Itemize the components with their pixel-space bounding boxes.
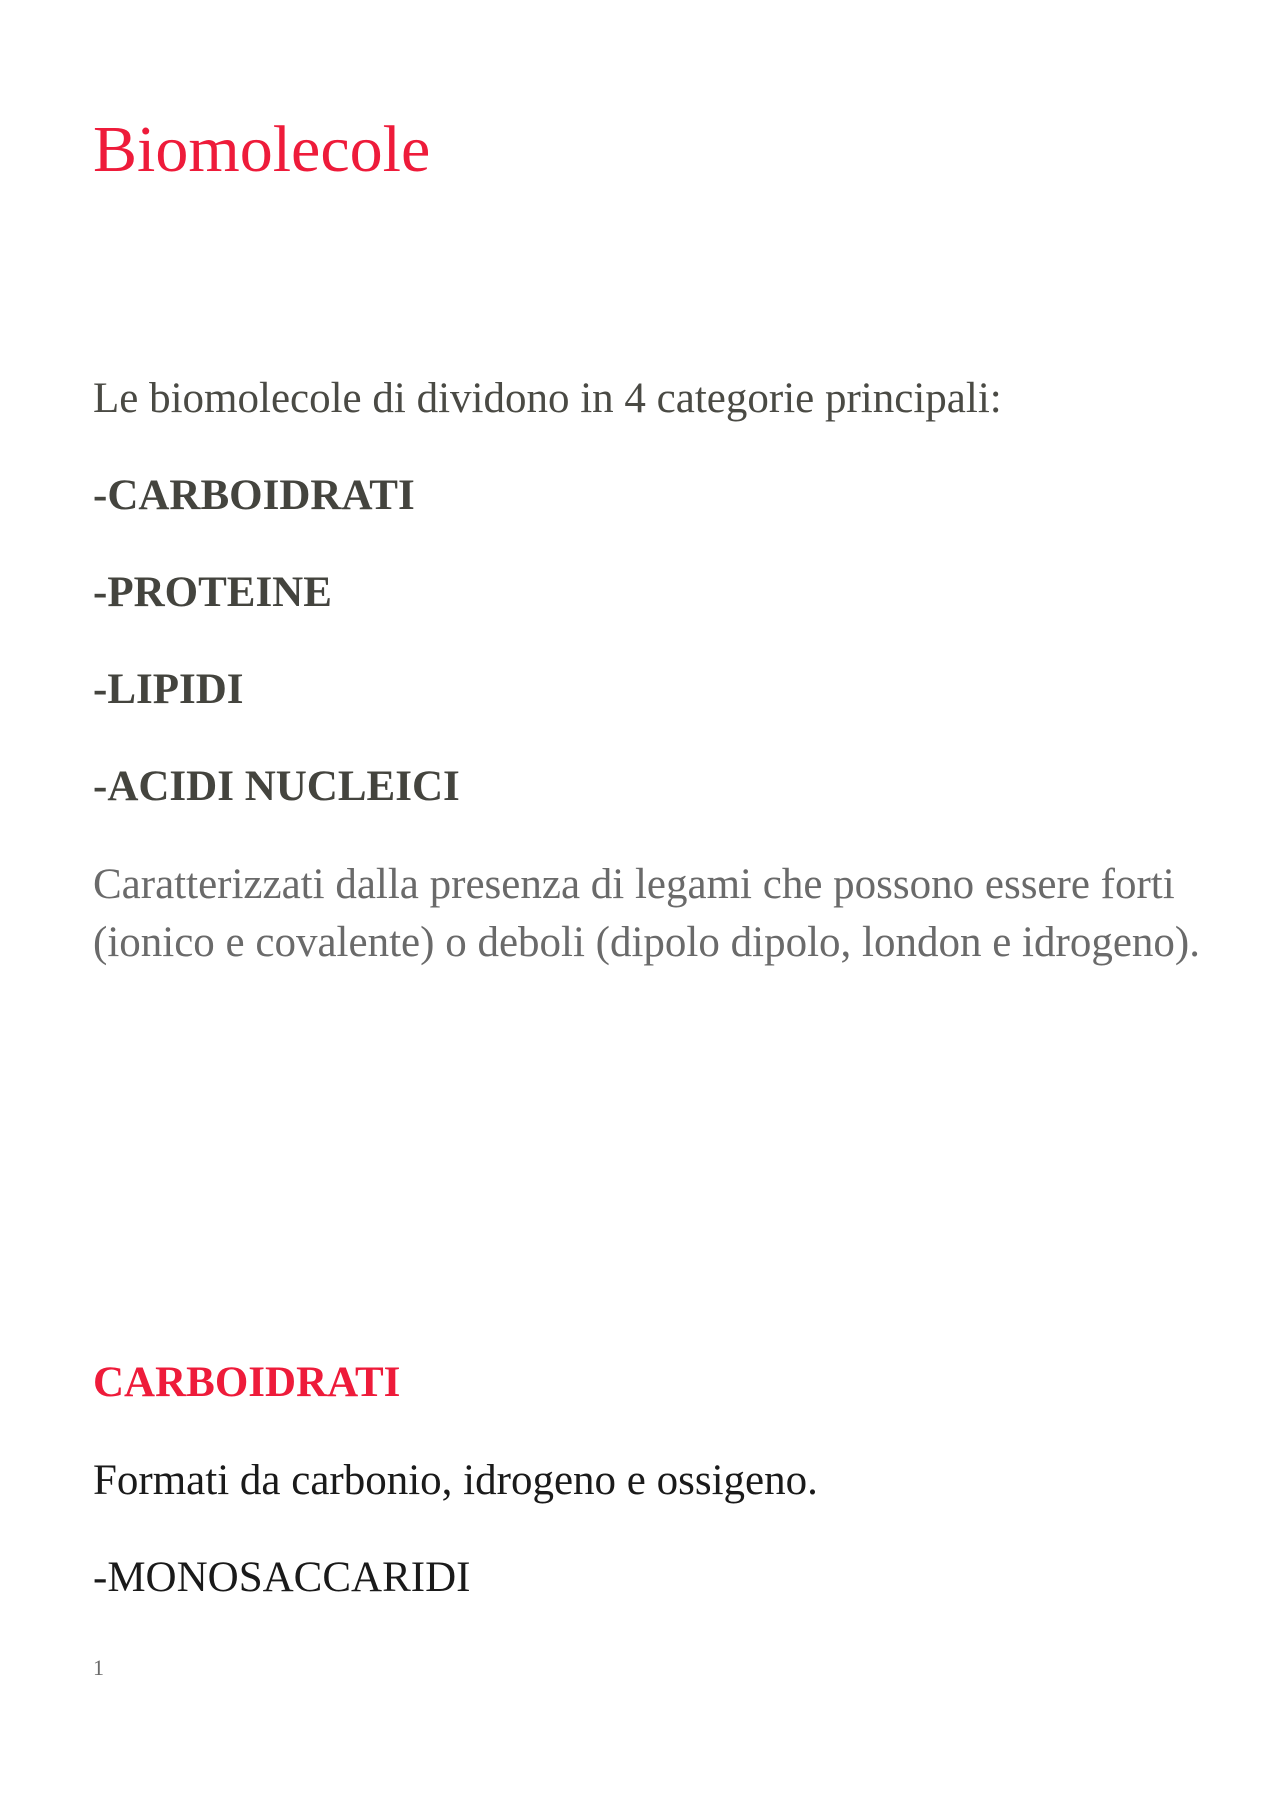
section-heading-carboidrati: CARBOIDRATI [93, 1359, 401, 1406]
description-paragraph: Caratterizzati dalla presenza di legami che possono essere forti (ionico e covalente) o deboli (dipolo dipolo, london e idrogeno). [93, 861, 1200, 966]
document-title: Biomolecole [93, 113, 431, 186]
category-lipidi: -LIPIDI [93, 666, 244, 713]
list-item-monosaccaridi: -MONOSACCARIDI [93, 1554, 471, 1601]
section-body-paragraph: Formati da carbonio, idrogeno e ossigeno. [93, 1457, 818, 1504]
page-number: 1 [93, 1655, 104, 1680]
category-acidi-nucleici: -ACIDI NUCLEICI [93, 763, 460, 810]
category-carboidrati: -CARBOIDRATI [93, 472, 415, 519]
category-proteine: -PROTEINE [93, 569, 332, 616]
intro-paragraph: Le biomolecole di dividono in 4 categorie principali: [93, 375, 1002, 422]
